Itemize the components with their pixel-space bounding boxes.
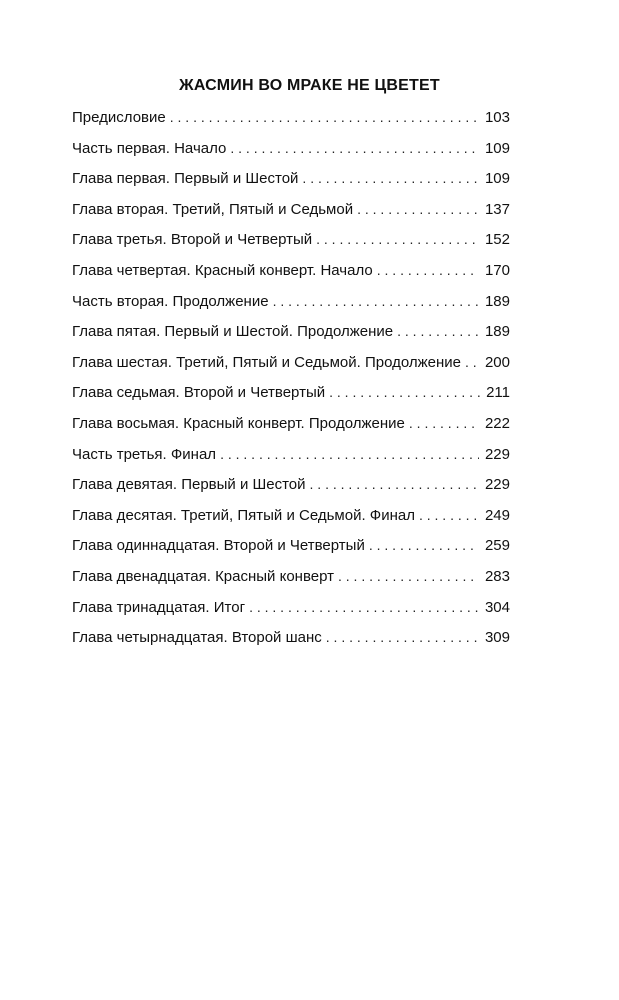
dot-leader: [230, 137, 479, 159]
toc-entry: [72, 596, 510, 627]
toc-entry-page: 229: [484, 445, 510, 463]
toc-entry: [72, 473, 510, 504]
toc-entry-title: Глава шестая. Третий, Пятый и Седьмой. Продолжение: [72, 353, 461, 371]
toc-entry: [72, 412, 510, 443]
toc-entry-title: Глава четвертая. Красный конверт. Начало: [72, 261, 373, 279]
toc-entry-page: 109: [484, 170, 510, 188]
toc-entry-title: Часть вторая. Продолжение: [72, 292, 269, 310]
toc-entry-page: 152: [484, 231, 510, 249]
toc-entry: [72, 259, 510, 290]
toc-entry-page: 189: [484, 292, 510, 310]
dot-leader: [170, 106, 479, 128]
toc-entry-page: 229: [484, 476, 510, 494]
toc-entry-title: Предисловие: [72, 109, 166, 126]
toc-entry-title: Глава десятая. Третий, Пятый и Седьмой. Финал: [72, 506, 415, 524]
toc-entry: [72, 106, 510, 137]
toc-entry-title: Глава одиннадцатая. Второй и Четвертый: [72, 537, 365, 555]
toc-entry-page: 170: [484, 261, 510, 279]
toc-entry-title: Глава восьмая. Красный конверт. Продолжение: [72, 414, 405, 432]
toc-entry-title: Глава седьмая. Второй и Четвертый: [72, 384, 326, 402]
toc-entry-page: 200: [484, 353, 510, 371]
toc-entry-page: 249: [484, 506, 510, 524]
toc-entry-title: Часть третья. Финал: [72, 445, 217, 463]
toc-entry-page: 309: [484, 629, 510, 647]
dot-leader: [326, 626, 479, 648]
toc-entry-title: Глава четырнадцатая. Второй шанс: [72, 629, 322, 647]
dot-leader: [302, 167, 479, 189]
dot-leader: [249, 596, 479, 618]
dot-leader: [220, 443, 479, 465]
toc-entry: [72, 504, 510, 535]
toc-entry-title: Глава вторая. Третий, Пятый и Седьмой: [72, 200, 354, 218]
toc-entry: [72, 137, 510, 168]
dot-leader: [357, 198, 479, 220]
toc-entry: [72, 534, 510, 565]
dot-leader: [310, 473, 479, 495]
dot-leader: [419, 504, 479, 526]
toc-entry-page: 137: [484, 200, 510, 218]
toc-entry-title: Часть первая. Начало: [72, 139, 227, 157]
toc-entry: [72, 626, 510, 657]
page-title: ЖАСМИН ВО МРАКЕ НЕ ЦВЕТЕТ: [179, 77, 440, 94]
dot-leader: [273, 290, 479, 312]
dot-leader: [377, 259, 479, 281]
toc-entry: [72, 443, 510, 474]
table-of-contents: [72, 106, 510, 657]
toc-entry-page: 189: [484, 323, 510, 341]
toc-entry-title: Глава тринадцатая. Итог: [72, 598, 246, 616]
dot-leader: [316, 228, 479, 250]
toc-entry: [72, 351, 510, 382]
toc-entry: [72, 381, 510, 412]
toc-entry: [72, 198, 510, 229]
dot-leader: [465, 351, 479, 373]
toc-entry: [72, 290, 510, 321]
toc-entry-title: Глава первая. Первый и Шестой: [72, 170, 299, 188]
toc-entry-page: 259: [484, 537, 510, 555]
dot-leader: [409, 412, 479, 434]
toc-entry: [72, 228, 510, 259]
dot-leader: [329, 381, 480, 403]
dot-leader: [397, 320, 479, 342]
toc-entry: [72, 565, 510, 596]
dot-leader: [338, 565, 479, 587]
dot-leader: [369, 534, 479, 556]
toc-entry-page: 109: [484, 139, 510, 157]
toc-entry-title: Глава третья. Второй и Четвертый: [72, 231, 313, 249]
toc-entry-page: 103: [484, 109, 510, 126]
toc-entry-title: Глава двенадцатая. Красный конверт: [72, 567, 334, 585]
toc-entry-page: 222: [484, 414, 510, 432]
toc-entry-page: 211: [486, 384, 510, 402]
toc-entry-page: 283: [484, 567, 510, 585]
toc-entry-page: 304: [484, 598, 510, 616]
toc-entry: [72, 320, 510, 351]
toc-entry-title: Глава пятая. Первый и Шестой. Продолжение: [72, 323, 394, 341]
toc-entry-title: Глава девятая. Первый и Шестой: [72, 476, 306, 494]
toc-entry: [72, 167, 510, 198]
